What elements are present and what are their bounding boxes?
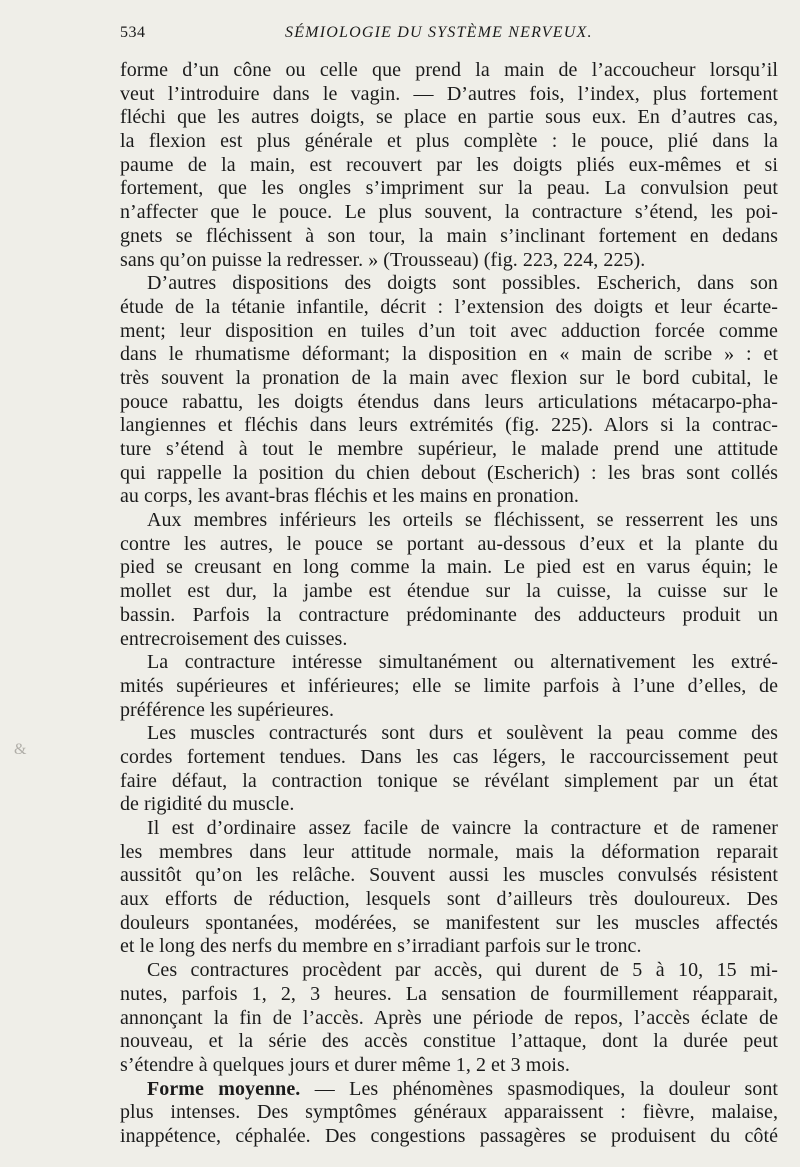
text-line: pied se creusant en long comme la main. Le pied est en varus équin; le <box>120 556 778 579</box>
text-line: préférence les supérieures. <box>120 698 335 721</box>
text-line: faire défaut, la contraction tonique se révélant simplement par un état <box>120 769 778 792</box>
text-line: et le long des nerfs du membre en s’irradiant parfois sur le tronc. <box>120 935 642 958</box>
text-line: cordes fortement tendues. Dans les cas légers, le raccourcissement peut <box>120 745 778 768</box>
body-text <box>120 59 778 1149</box>
text-line: gnets se fléchissent à son tour, la main s’inclinant fortement en dedans <box>120 224 778 247</box>
text-line: n’affecter que le pouce. Le plus souvent, la contracture s’étend, les poi- <box>120 201 778 224</box>
text-line: ture s’étend à tout le membre supérieur, le malade prend une attitude <box>120 438 778 460</box>
text-line: annonçant la fin de l’accès. Après une période de repos, l’accès éclate de <box>120 1006 778 1029</box>
text-line: contre les autres, le pouce se portant au-dessous d’eux et la plante du <box>120 532 778 555</box>
text-line: nouveau, et la série des accès constitue l’attaque, dont la durée peut <box>120 1030 778 1053</box>
text-line: pouce rabattu, les doigts étendus dans leurs articulations métacarpo-pha- <box>120 390 778 413</box>
margin-mark: & <box>14 741 27 758</box>
text-line: inappétence, céphalée. Des congestions passagères se produisent du côté <box>120 1124 778 1147</box>
text-line: dans le rhumatisme déformant; la disposition en « main de scribe » : et <box>120 343 778 366</box>
text-line: mollet est dur, la jambe est étendue sur la cuisse, la cuisse sur le <box>120 580 778 603</box>
text-line: Les muscles contracturés sont durs et soulèvent la peau comme des <box>147 722 778 745</box>
text-line: ment; leur disposition en tuiles d’un toit avec adduction forcée comme <box>120 319 778 342</box>
subsection-lead: — Les phénomènes spasmodiques, la douleur sont <box>300 1077 779 1100</box>
text-line: aux efforts de réduction, lesquels sont d’ailleurs très douloureux. Des <box>120 888 778 911</box>
text-line: D’autres dispositions des doigts sont possibles. Escherich, dans son <box>147 272 778 295</box>
text-line: qui rappelle la position du chien debout (Escherich) : les bras sont collés <box>120 461 778 484</box>
text-line: sans qu’on puisse la redresser. » (Trousseau) (fig. 223, 224, 225). <box>120 248 646 271</box>
text-line: fléchi que les autres doigts, se place en partie sous eux. En d’autres cas, <box>120 106 778 129</box>
text-line: nutes, parfois 1, 2, 3 heures. La sensation de fourmillement réapparait, <box>120 982 778 1005</box>
text-line: plus intenses. Des symptômes généraux apparaissent : fièvre, malaise, <box>120 1101 778 1124</box>
text-line: veut l’introduire dans le vagin. — D’autres fois, l’index, plus fortement <box>120 82 778 105</box>
text-line: les membres dans leur attitude normale, mais la déformation reparait <box>120 840 778 863</box>
text-line: douleurs spontanées, modérées, se manifestent sur les muscles affectés <box>120 911 778 934</box>
text-line: très souvent la pronation de la main avec flexion sur le bord cubital, le <box>120 366 778 389</box>
page-number: 534 <box>120 24 146 41</box>
text-line: mités supérieures et inférieures; elle se limite parfois à l’une d’elles, de <box>120 674 778 697</box>
subsection-title: Forme moyenne. <box>147 1077 301 1100</box>
running-title: SÉMIOLOGIE DU SYSTÈME NERVEUX. <box>285 24 593 41</box>
text-line: Ces contractures procèdent par accès, qui durent de 5 à 10, 15 mi- <box>147 959 778 982</box>
text-line: aussitôt qu’on les relâche. Souvent aussi les muscles convulsés résistent <box>120 864 778 887</box>
text-line: forme d’un cône ou celle que prend la main de l’accoucheur lorsqu’il <box>120 59 778 81</box>
text-line: paume de la main, est recouvert par les doigts pliés eux-mêmes et si <box>120 153 778 176</box>
text-line: bassin. Parfois la contracture prédominante des adducteurs produit un <box>120 603 778 626</box>
page-header <box>120 24 720 44</box>
subsection-line <box>120 1078 778 1102</box>
text-line: fortement, que les ongles s’impriment sur la peau. La convulsion peut <box>120 177 778 200</box>
text-line: la flexion est plus générale et plus complète : le pouce, plié dans la <box>120 130 778 153</box>
text-line: Aux membres inférieurs les orteils se fléchissent, se resserrent les uns <box>147 509 778 532</box>
text-line: de rigidité du muscle. <box>120 793 295 816</box>
text-line: entrecroisement des cuisses. <box>120 627 348 650</box>
text-line: Il est d’ordinaire assez facile de vaincre la contracture et de ramener <box>147 817 778 839</box>
text-line: au corps, les avant-bras fléchis et les mains en pronation. <box>120 485 579 508</box>
text-line: s’étendre à quelques jours et durer même 1, 2 et 3 mois. <box>120 1053 570 1076</box>
text-line: langiennes et fléchis dans leurs extrémités (fig. 225). Alors si la contrac- <box>120 414 778 437</box>
text-line: étude de la tétanie infantile, décrit : l’extension des doigts et leur écarte- <box>120 295 778 318</box>
text-line: La contracture intéresse simultanément ou alternativement les extré- <box>147 651 778 674</box>
